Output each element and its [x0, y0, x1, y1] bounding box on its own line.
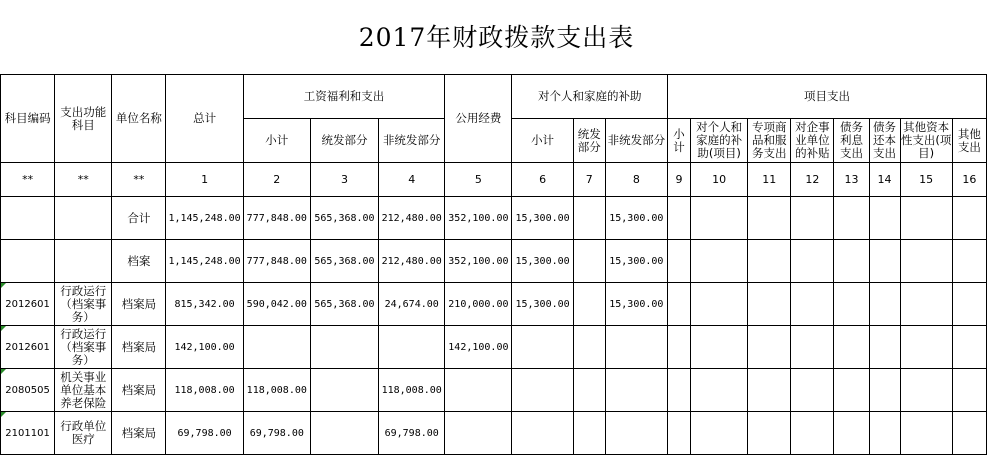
cell-empty[interactable] [869, 412, 900, 455]
header-personal-unified: 统发部分 [573, 119, 605, 163]
cell-func[interactable]: 行政单位医疗 [55, 412, 112, 455]
cell-empty[interactable] [691, 240, 748, 283]
cell-empty[interactable] [691, 197, 748, 240]
index-cell: ** [55, 163, 112, 197]
cell-salary-subtotal[interactable]: 118,008.00 [243, 369, 310, 412]
cell-empty[interactable] [667, 369, 690, 412]
cell-func[interactable] [55, 240, 112, 283]
cell-empty[interactable] [791, 326, 834, 369]
index-cell: 11 [748, 163, 791, 197]
cell-unit[interactable]: 档案局 [112, 326, 166, 369]
cell-comment-marker [1, 369, 6, 374]
cell-empty[interactable] [834, 240, 869, 283]
cell-empty[interactable] [869, 369, 900, 412]
header-proj-enterprise: 对企事业单位的补贴 [791, 119, 834, 163]
cell-empty[interactable] [667, 283, 690, 326]
cell-total[interactable]: 1,145,248.00 [166, 197, 243, 240]
cell-public-funds[interactable]: 210,000.00 [445, 283, 512, 326]
header-personal-non-unified: 非统发部分 [605, 119, 667, 163]
cell-total[interactable]: 815,342.00 [166, 283, 243, 326]
index-cell: 16 [952, 163, 986, 197]
cell-empty[interactable] [952, 197, 986, 240]
index-cell: 4 [379, 163, 445, 197]
cell-code[interactable] [1, 369, 55, 412]
cell-salary-unified[interactable] [310, 326, 378, 369]
cell-salary-non-unified[interactable]: 24,674.00 [379, 283, 445, 326]
header-proj-debt-interest: 债务利息支出 [834, 119, 869, 163]
cell-personal-non-unified[interactable] [605, 326, 667, 369]
cell-empty[interactable] [869, 283, 900, 326]
cell-empty[interactable] [834, 326, 869, 369]
cell-code-text: 2101101 [5, 427, 50, 439]
cell-comment-marker [1, 412, 6, 417]
cell-code-text: 2012601 [5, 298, 50, 310]
header-proj-other: 其他支出 [952, 119, 986, 163]
cell-unit[interactable]: 档案 [112, 240, 166, 283]
cell-personal-subtotal[interactable]: 15,300.00 [512, 197, 573, 240]
cell-salary-non-unified[interactable]: 69,798.00 [379, 412, 445, 455]
header-public-funds: 公用经费 [445, 75, 512, 163]
cell-code[interactable] [1, 283, 55, 326]
cell-empty[interactable] [748, 412, 791, 455]
cell-personal-subtotal[interactable] [512, 412, 573, 455]
cell-empty[interactable] [691, 283, 748, 326]
cell-salary-non-unified[interactable]: 212,480.00 [379, 240, 445, 283]
header-salary-non-unified: 非统发部分 [379, 119, 445, 163]
cell-empty[interactable] [748, 283, 791, 326]
index-cell: 15 [900, 163, 952, 197]
cell-salary-subtotal[interactable] [243, 326, 310, 369]
table-row[interactable] [1, 326, 987, 369]
cell-empty[interactable] [952, 412, 986, 455]
cell-func[interactable]: 行政运行（档案事务） [55, 326, 112, 369]
index-cell: ** [112, 163, 166, 197]
cell-personal-non-unified[interactable]: 15,300.00 [605, 283, 667, 326]
cell-total[interactable]: 69,798.00 [166, 412, 243, 455]
cell-empty[interactable] [667, 412, 690, 455]
cell-code-text: 2012601 [5, 341, 50, 353]
cell-empty[interactable] [869, 326, 900, 369]
cell-personal-unified[interactable] [573, 240, 605, 283]
cell-salary-non-unified[interactable]: 118,008.00 [379, 369, 445, 412]
cell-code[interactable] [1, 197, 55, 240]
cell-empty[interactable] [791, 240, 834, 283]
cell-empty[interactable] [952, 326, 986, 369]
cell-empty[interactable] [900, 326, 952, 369]
cell-empty[interactable] [900, 412, 952, 455]
cell-salary-subtotal[interactable]: 777,848.00 [243, 197, 310, 240]
cell-salary-subtotal[interactable]: 777,848.00 [243, 240, 310, 283]
header-proj-personal: 对个人和家庭的补助(项目) [691, 119, 748, 163]
cell-empty[interactable] [900, 197, 952, 240]
cell-personal-subtotal[interactable] [512, 326, 573, 369]
table-row[interactable] [1, 283, 987, 326]
cell-empty[interactable] [748, 369, 791, 412]
cell-empty[interactable] [834, 283, 869, 326]
cell-code[interactable] [1, 412, 55, 455]
cell-empty[interactable] [667, 197, 690, 240]
header-personal-group: 对个人和家庭的补助 [512, 75, 667, 119]
cell-unit[interactable]: 合计 [112, 197, 166, 240]
cell-unit[interactable]: 档案局 [112, 283, 166, 326]
cell-code[interactable] [1, 240, 55, 283]
cell-public-funds[interactable]: 142,100.00 [445, 326, 512, 369]
cell-empty[interactable] [791, 369, 834, 412]
cell-personal-subtotal[interactable]: 15,300.00 [512, 240, 573, 283]
cell-personal-unified[interactable] [573, 369, 605, 412]
cell-salary-subtotal[interactable]: 590,042.00 [243, 283, 310, 326]
cell-total[interactable]: 1,145,248.00 [166, 240, 243, 283]
cell-salary-non-unified[interactable] [379, 326, 445, 369]
expenditure-table [0, 74, 987, 455]
cell-personal-unified[interactable] [573, 197, 605, 240]
cell-personal-unified[interactable] [573, 412, 605, 455]
header-salary-unified: 统发部分 [310, 119, 378, 163]
table-row[interactable] [1, 240, 987, 283]
cell-empty[interactable] [952, 283, 986, 326]
cell-personal-non-unified[interactable] [605, 412, 667, 455]
cell-code[interactable] [1, 326, 55, 369]
cell-empty[interactable] [869, 197, 900, 240]
cell-empty[interactable] [791, 412, 834, 455]
cell-salary-unified[interactable]: 565,368.00 [310, 197, 378, 240]
header-subject-code: 科目编码 [1, 75, 55, 163]
header-unit-name: 单位名称 [112, 75, 166, 163]
cell-total[interactable]: 142,100.00 [166, 326, 243, 369]
header-personal-subtotal: 小计 [512, 119, 573, 163]
cell-empty[interactable] [952, 240, 986, 283]
cell-empty[interactable] [691, 369, 748, 412]
cell-personal-non-unified[interactable]: 15,300.00 [605, 197, 667, 240]
cell-personal-subtotal[interactable]: 15,300.00 [512, 283, 573, 326]
index-cell: 12 [791, 163, 834, 197]
cell-personal-unified[interactable] [573, 326, 605, 369]
cell-empty[interactable] [748, 197, 791, 240]
index-cell: 13 [834, 163, 869, 197]
index-cell: 2 [243, 163, 310, 197]
index-cell: 5 [445, 163, 512, 197]
header-project-group: 项目支出 [667, 75, 986, 119]
cell-empty[interactable] [900, 240, 952, 283]
index-cell: 7 [573, 163, 605, 197]
cell-public-funds[interactable] [445, 369, 512, 412]
header-proj-debt-repay: 债务还本支出 [869, 119, 900, 163]
cell-func[interactable]: 机关事业单位基本养老保险 [55, 369, 112, 412]
cell-personal-unified[interactable] [573, 283, 605, 326]
header-total: 总计 [166, 75, 243, 163]
cell-empty[interactable] [691, 412, 748, 455]
index-cell: 3 [310, 163, 378, 197]
cell-empty[interactable] [952, 369, 986, 412]
index-cell: ** [1, 163, 55, 197]
cell-personal-non-unified[interactable] [605, 369, 667, 412]
index-cell: 14 [869, 163, 900, 197]
cell-salary-unified[interactable]: 565,368.00 [310, 240, 378, 283]
cell-empty[interactable] [834, 197, 869, 240]
cell-comment-marker [1, 283, 6, 288]
cell-empty[interactable] [748, 240, 791, 283]
cell-empty[interactable] [869, 240, 900, 283]
index-cell: 8 [605, 163, 667, 197]
cell-salary-non-unified[interactable]: 212,480.00 [379, 197, 445, 240]
cell-empty[interactable] [667, 326, 690, 369]
cell-code-text: 2080505 [5, 384, 50, 396]
cell-public-funds[interactable]: 352,100.00 [445, 197, 512, 240]
cell-comment-marker [1, 326, 6, 331]
table-row[interactable] [1, 369, 987, 412]
header-proj-other-capital: 其他资本性支出(项目) [900, 119, 952, 163]
header-func-subject: 支出功能科目 [55, 75, 112, 163]
cell-total[interactable]: 118,008.00 [166, 369, 243, 412]
cell-empty[interactable] [791, 283, 834, 326]
cell-personal-subtotal[interactable] [512, 369, 573, 412]
index-cell: 1 [166, 163, 243, 197]
index-cell: 6 [512, 163, 573, 197]
cell-empty[interactable] [900, 369, 952, 412]
index-cell: 10 [691, 163, 748, 197]
cell-empty[interactable] [900, 283, 952, 326]
cell-empty[interactable] [834, 412, 869, 455]
cell-empty[interactable] [691, 326, 748, 369]
index-cell: 9 [667, 163, 690, 197]
index-row [1, 163, 987, 197]
cell-salary-unified[interactable]: 565,368.00 [310, 283, 378, 326]
header-salary-group: 工资福利和支出 [243, 75, 445, 119]
header-row-1 [1, 75, 987, 119]
cell-empty[interactable] [791, 197, 834, 240]
cell-salary-unified[interactable] [310, 369, 378, 412]
cell-empty[interactable] [667, 240, 690, 283]
cell-salary-subtotal[interactable]: 69,798.00 [243, 412, 310, 455]
cell-unit[interactable]: 档案局 [112, 369, 166, 412]
table-row[interactable] [1, 412, 987, 455]
table-row[interactable] [1, 197, 987, 240]
cell-empty[interactable] [834, 369, 869, 412]
cell-public-funds[interactable]: 352,100.00 [445, 240, 512, 283]
cell-salary-unified[interactable] [310, 412, 378, 455]
header-proj-subtotal: 小计 [667, 119, 690, 163]
cell-empty[interactable] [748, 326, 791, 369]
cell-public-funds[interactable] [445, 412, 512, 455]
cell-personal-non-unified[interactable]: 15,300.00 [605, 240, 667, 283]
cell-unit[interactable]: 档案局 [112, 412, 166, 455]
page-title: 2017年财政拨款支出表 [358, 23, 635, 52]
cell-func[interactable] [55, 197, 112, 240]
header-salary-subtotal: 小计 [243, 119, 310, 163]
cell-func[interactable]: 行政运行（档案事务） [55, 283, 112, 326]
header-proj-goods: 专项商品和服务支出 [748, 119, 791, 163]
